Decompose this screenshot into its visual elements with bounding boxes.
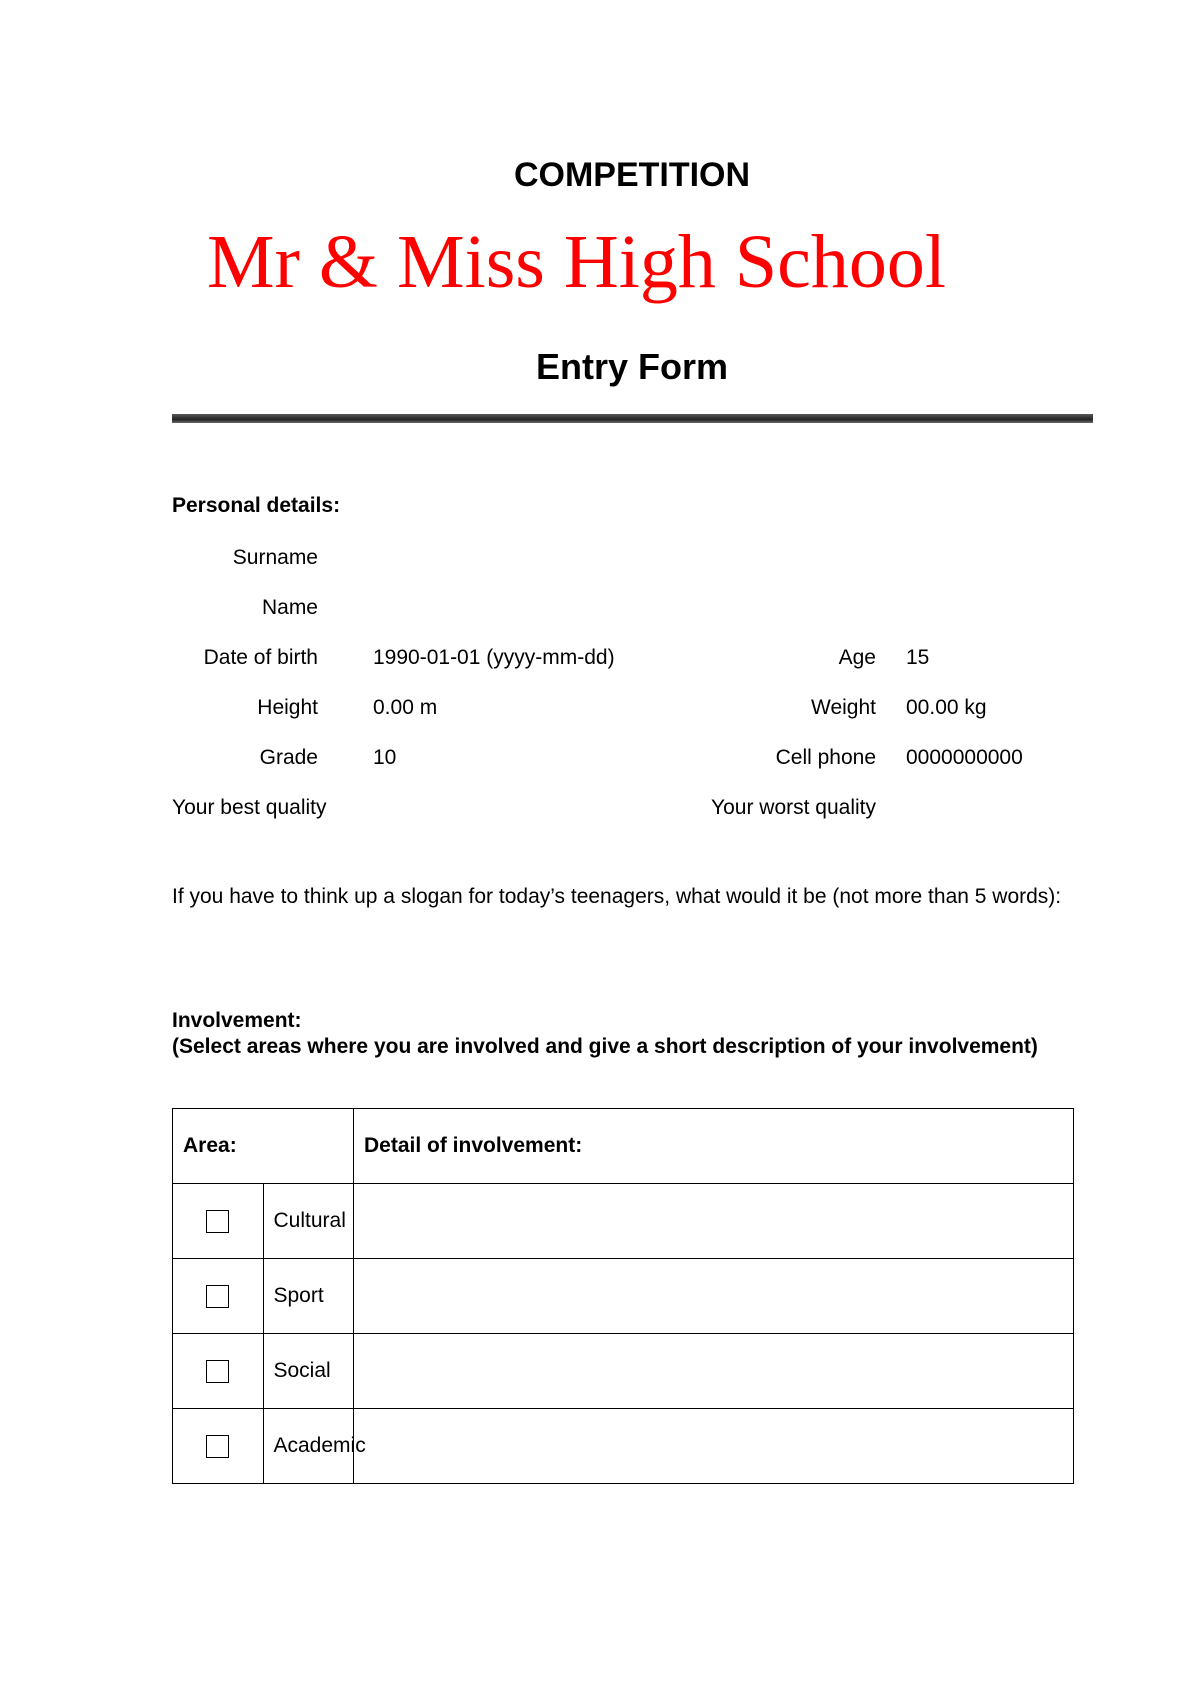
- personal-details-heading: Personal details:: [172, 494, 341, 517]
- age-label: Age: [838, 646, 876, 669]
- table-row: [173, 1259, 1074, 1334]
- involvement-heading-block: [172, 1008, 1072, 1060]
- form-title: Mr & Miss High School: [207, 220, 946, 304]
- area-label-social: Social: [263, 1334, 354, 1409]
- table-row: [173, 1409, 1074, 1484]
- cell-phone-label: Cell phone: [775, 746, 876, 769]
- grade-value[interactable]: 10: [373, 746, 397, 769]
- height-value[interactable]: 0.00 m: [373, 696, 438, 719]
- academic-detail-field[interactable]: [354, 1409, 1074, 1484]
- weight-label: Weight: [811, 696, 876, 719]
- cell-phone-value[interactable]: 0000000000: [906, 746, 1023, 769]
- header-divider: [172, 414, 1093, 423]
- slogan-question: If you have to think up a slogan for today’s teenagers, what would it be (not more than 5 words):: [172, 885, 1062, 908]
- involvement-heading: Involvement:: [172, 1009, 302, 1032]
- cultural-checkbox[interactable]: [206, 1210, 229, 1233]
- sport-checkbox[interactable]: [206, 1285, 229, 1308]
- detail-header: Detail of involvement:: [354, 1109, 1074, 1184]
- table-row: [173, 1334, 1074, 1409]
- name-label: Name: [261, 596, 318, 619]
- social-checkbox-cell[interactable]: [173, 1334, 264, 1409]
- competition-label: COMPETITION: [513, 156, 751, 194]
- grade-label: Grade: [259, 746, 318, 769]
- area-header: Area:: [173, 1109, 354, 1184]
- sport-detail-field[interactable]: [354, 1259, 1074, 1334]
- weight-value[interactable]: 00.00 kg: [906, 696, 987, 719]
- form-subtitle: Entry Form: [535, 346, 729, 387]
- dob-label: Date of birth: [203, 646, 318, 669]
- involvement-table: [172, 1108, 1074, 1484]
- surname-label: Surname: [232, 546, 318, 569]
- age-value[interactable]: 15: [906, 646, 930, 669]
- height-label: Height: [257, 696, 318, 719]
- cultural-detail-field[interactable]: [354, 1184, 1074, 1259]
- table-row: [173, 1184, 1074, 1259]
- academic-checkbox[interactable]: [206, 1435, 229, 1458]
- dob-value[interactable]: 1990-01-01 (yyyy-mm-dd): [373, 646, 615, 669]
- cultural-checkbox-cell[interactable]: [173, 1184, 264, 1259]
- social-checkbox[interactable]: [206, 1360, 229, 1383]
- table-header-row: [173, 1109, 1074, 1184]
- sport-checkbox-cell[interactable]: [173, 1259, 264, 1334]
- area-label-academic: Academic: [263, 1409, 354, 1484]
- area-label-cultural: Cultural: [263, 1184, 354, 1259]
- best-quality-label: Your best quality: [172, 796, 327, 819]
- academic-checkbox-cell[interactable]: [173, 1409, 264, 1484]
- area-label-sport: Sport: [263, 1259, 354, 1334]
- social-detail-field[interactable]: [354, 1334, 1074, 1409]
- worst-quality-label: Your worst quality: [711, 796, 876, 819]
- involvement-instruction: (Select areas where you are involved and give a short description of your involvement): [172, 1035, 1038, 1058]
